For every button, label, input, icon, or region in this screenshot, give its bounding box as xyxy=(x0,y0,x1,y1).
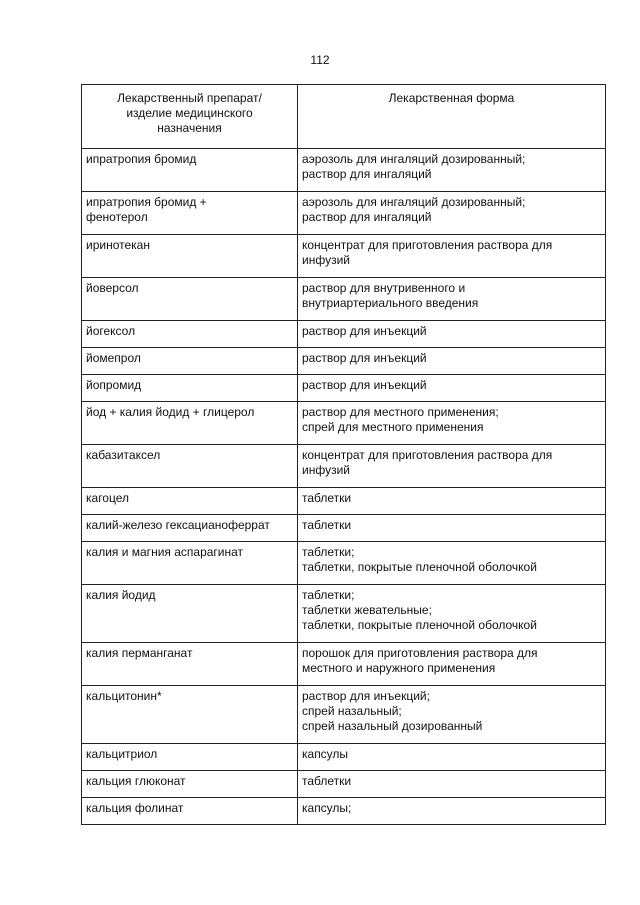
dosage-form-cell xyxy=(298,643,606,686)
dosage-form-cell xyxy=(298,542,606,585)
drug-name-cell xyxy=(82,643,298,686)
dosage-form-cell xyxy=(298,515,606,542)
drug-name: йомепрол xyxy=(86,351,141,365)
drug-name: ипратропия бромид xyxy=(86,152,197,166)
table-row xyxy=(82,445,606,488)
dosage-form: спрей назальный дозированный xyxy=(302,719,483,733)
drug-name: иринотекан xyxy=(86,238,150,252)
drug-name-cell xyxy=(82,445,298,488)
page-number: 112 xyxy=(310,53,330,67)
dosage-form: таблетки жевательные; xyxy=(302,603,432,617)
dosage-form: таблетки, покрытые пленочной оболочкой xyxy=(302,560,537,574)
dosage-form: инфузий xyxy=(302,253,350,267)
drug-name: ипратропия бромид + xyxy=(86,195,207,209)
drug-name-cell xyxy=(82,375,298,402)
drug-name-cell xyxy=(82,235,298,278)
drug-name: йогексол xyxy=(86,324,136,338)
table-row xyxy=(82,585,606,643)
drug-name: кальцитонин* xyxy=(86,689,162,703)
dosage-form: внутриартериального введения xyxy=(302,296,479,310)
dosage-form: аэрозоль для ингаляций дозированный; xyxy=(302,152,526,166)
dosage-form: раствор для инъекций xyxy=(302,351,427,365)
dosage-form: раствор для ингаляций xyxy=(302,167,432,181)
table-row xyxy=(82,402,606,445)
table-row xyxy=(82,771,606,798)
table-row xyxy=(82,515,606,542)
header-form xyxy=(298,85,606,149)
table-row xyxy=(82,686,606,744)
table-row xyxy=(82,375,606,402)
dosage-form-cell xyxy=(298,278,606,321)
drug-name-cell xyxy=(82,348,298,375)
header-form-line: Лекарственная форма xyxy=(388,91,515,105)
drug-name-cell xyxy=(82,192,298,235)
table-row xyxy=(82,278,606,321)
dosage-form-cell xyxy=(298,744,606,771)
table-body xyxy=(82,149,606,825)
dosage-form: раствор для внутривенного и xyxy=(302,281,466,295)
dosage-form-cell xyxy=(298,771,606,798)
table-row xyxy=(82,192,606,235)
table-row xyxy=(82,744,606,771)
dosage-form-cell xyxy=(298,585,606,643)
drug-name-cell xyxy=(82,149,298,192)
dosage-form: капсулы; xyxy=(302,801,352,815)
dosage-form: раствор для местного применения; xyxy=(302,405,499,419)
dosage-form: таблетки; xyxy=(302,588,355,602)
drug-name: калия перманганат xyxy=(86,646,193,660)
dosage-form: аэрозоль для ингаляций дозированный; xyxy=(302,195,526,209)
drug-name: йопромид xyxy=(86,378,142,392)
dosage-form: раствор для инъекций xyxy=(302,378,427,392)
dosage-form: концентрат для приготовления раствора для xyxy=(302,448,553,462)
table-row xyxy=(82,488,606,515)
dosage-form: спрей для местного применения xyxy=(302,420,484,434)
drug-name: калия и магния аспарагинат xyxy=(86,545,244,559)
dosage-form-cell xyxy=(298,375,606,402)
dosage-form: концентрат для приготовления раствора для xyxy=(302,238,553,252)
header-drug xyxy=(82,85,298,149)
dosage-form-cell xyxy=(298,686,606,744)
dosage-form: порошок для приготовления раствора для xyxy=(302,646,538,660)
header-drug-line: Лекарственный препарат/ xyxy=(117,91,262,105)
drug-name: кабазитаксел xyxy=(86,448,161,462)
drug-name: фенотерол xyxy=(86,210,148,224)
dosage-form: таблетки xyxy=(302,774,352,788)
dosage-form: раствор для инъекций; xyxy=(302,689,430,703)
dosage-form-cell xyxy=(298,488,606,515)
dosage-form-cell xyxy=(298,798,606,825)
drug-name-cell xyxy=(82,488,298,515)
drug-name: кальция фолинат xyxy=(86,801,184,815)
table-row xyxy=(82,235,606,278)
drug-name: кальция глюконат xyxy=(86,774,186,788)
table-row xyxy=(82,542,606,585)
drug-name-cell xyxy=(82,515,298,542)
dosage-form-cell xyxy=(298,235,606,278)
drug-name: йод + калия йодид + глицерол xyxy=(86,405,255,419)
drug-name: кагоцел xyxy=(86,491,129,505)
drug-name: калия йодид xyxy=(86,588,156,602)
dosage-form-cell xyxy=(298,149,606,192)
drug-name: йоверсол xyxy=(86,281,139,295)
dosage-form: таблетки; xyxy=(302,545,355,559)
dosage-form: капсулы xyxy=(302,747,349,761)
header-drug-line: изделие медицинского xyxy=(126,106,253,120)
drug-name: калий-железо гексацианоферрат xyxy=(86,518,270,532)
dosage-form: раствор для ингаляций xyxy=(302,210,432,224)
drug-name-cell xyxy=(82,542,298,585)
dosage-form-cell xyxy=(298,192,606,235)
table-row xyxy=(82,348,606,375)
dosage-form: таблетки xyxy=(302,518,352,532)
dosage-form: таблетки, покрытые пленочной оболочкой xyxy=(302,618,537,632)
dosage-form: местного и наружного применения xyxy=(302,661,496,675)
drug-name-cell xyxy=(82,321,298,348)
table-row xyxy=(82,149,606,192)
dosage-form-cell xyxy=(298,348,606,375)
drug-name-cell xyxy=(82,771,298,798)
drug-name-cell xyxy=(82,585,298,643)
drug-name-cell xyxy=(82,686,298,744)
dosage-form-cell xyxy=(298,402,606,445)
drug-name-cell xyxy=(82,798,298,825)
drug-name: кальцитриол xyxy=(86,747,158,761)
header-drug-line: назначения xyxy=(157,121,222,135)
table-row xyxy=(82,643,606,686)
drug-table xyxy=(81,84,606,825)
drug-name-cell xyxy=(82,744,298,771)
dosage-form-cell xyxy=(298,321,606,348)
dosage-form-cell xyxy=(298,445,606,488)
table-row xyxy=(82,321,606,348)
table-row xyxy=(82,798,606,825)
dosage-form: раствор для инъекций xyxy=(302,324,427,338)
dosage-form: инфузий xyxy=(302,463,350,477)
dosage-form: таблетки xyxy=(302,491,352,505)
table-header-row xyxy=(82,85,606,149)
drug-name-cell xyxy=(82,278,298,321)
drug-name-cell xyxy=(82,402,298,445)
dosage-form: спрей назальный; xyxy=(302,704,402,718)
